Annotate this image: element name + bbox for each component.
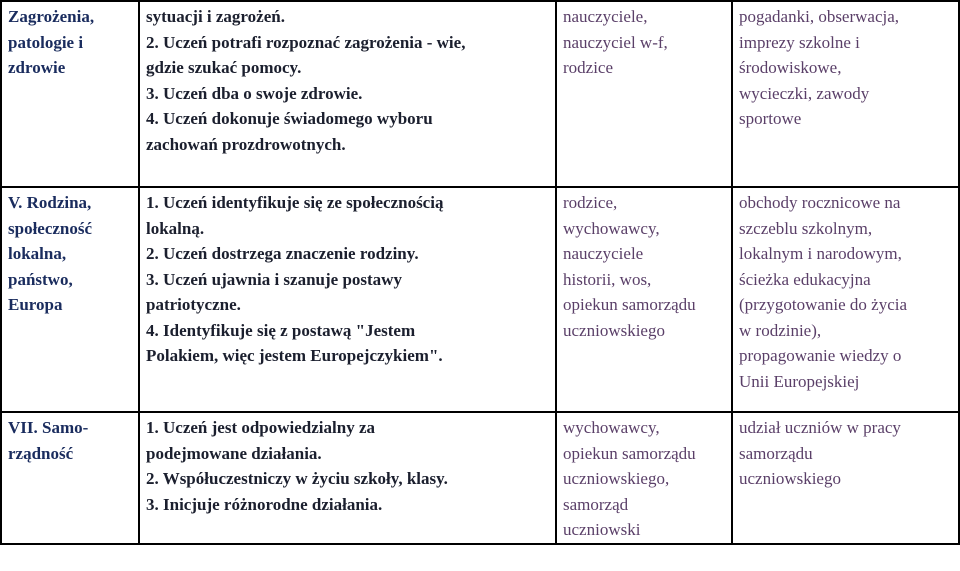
- responsible-line: nauczyciel w-f,: [563, 32, 668, 52]
- area-line: lokalna,: [8, 244, 67, 263]
- forms-cell: [732, 1, 959, 187]
- area-line: społeczność: [8, 218, 93, 238]
- responsible-line: uczniowskiego: [563, 320, 665, 340]
- goal-line: Polakiem, więc jestem Europejczykiem".: [146, 346, 443, 365]
- goal-line: gdzie szukać pomocy.: [146, 58, 302, 77]
- forms-line: samorządu: [739, 443, 813, 463]
- responsible-cell: [556, 1, 732, 187]
- goal-line: 2. Uczeń dostrzega znaczenie rodziny.: [146, 244, 419, 263]
- table-row: [1, 412, 959, 544]
- responsible-line: wychowawcy,: [563, 218, 660, 238]
- forms-cell: [732, 412, 959, 544]
- forms-line: ścieżka edukacyjna: [739, 269, 871, 289]
- goals-cell: [139, 412, 556, 544]
- forms-line: (przygotowanie do życia: [739, 295, 908, 314]
- forms-line: szczeblu szkolnym,: [739, 218, 873, 238]
- area-line: V. Rodzina,: [8, 193, 92, 212]
- responsible-line: nauczyciele: [563, 244, 644, 263]
- goal-line: 3. Uczeń ujawnia i szanuje postawy: [146, 269, 402, 289]
- responsible-cell: [556, 412, 732, 544]
- area-line: zdrowie: [8, 58, 66, 77]
- responsible-line: rodzice: [563, 58, 614, 77]
- area-cell: [1, 412, 139, 544]
- area-line: Europa: [8, 295, 63, 314]
- table-row: [1, 1, 959, 187]
- forms-line: uczniowskiego: [739, 469, 841, 488]
- goal-line: zachowań prozdrowotnych.: [146, 134, 346, 154]
- goal-line: sytuacji i zagrożeń.: [146, 7, 285, 26]
- forms-line: imprezy szkolne i: [739, 32, 860, 52]
- goals-cell: [139, 187, 556, 412]
- area-line: patologie i: [8, 32, 84, 52]
- responsible-line: rodzice,: [563, 193, 618, 212]
- forms-line: pogadanki, obserwacja,: [739, 7, 900, 26]
- responsible-line: uczniowskiego,: [563, 469, 670, 488]
- responsible-line: opiekun samorządu: [563, 443, 696, 463]
- responsible-line: wychowawcy,: [563, 418, 660, 437]
- forms-line: lokalnym i narodowym,: [739, 244, 902, 263]
- forms-line: środowiskowe,: [739, 58, 842, 77]
- forms-line: obchody rocznicowe na: [739, 193, 901, 212]
- area-cell: [1, 1, 139, 187]
- responsible-cell: [556, 187, 732, 412]
- goal-line: 2. Uczeń potrafi rozpoznać zagrożenia - wie,: [146, 32, 466, 52]
- responsible-line: samorząd: [563, 494, 629, 514]
- goal-line: 4. Uczeń dokonuje świadomego wyboru: [146, 109, 433, 128]
- goal-line: 1. Uczeń identyfikuje się ze społecznością: [146, 193, 444, 212]
- forms-line: w rodzinie),: [739, 320, 822, 340]
- goal-line: 2. Współuczestniczy w życiu szkoły, klasy.: [146, 469, 448, 488]
- responsible-line: nauczyciele,: [563, 7, 648, 26]
- responsible-line: opiekun samorządu: [563, 295, 696, 314]
- goal-line: patriotyczne.: [146, 295, 241, 314]
- forms-line: sportowe: [739, 109, 802, 128]
- goal-line: podejmowane działania.: [146, 443, 322, 463]
- area-line: Zagrożenia,: [8, 7, 95, 26]
- goal-line: 1. Uczeń jest odpowiedzialny za: [146, 418, 376, 437]
- area-cell: [1, 187, 139, 412]
- forms-line: Unii Europejskiej: [739, 371, 860, 391]
- goals-cell: [139, 1, 556, 187]
- responsible-line: historii, wos,: [563, 269, 652, 289]
- goal-line: 3. Inicjuje różnorodne działania.: [146, 494, 383, 514]
- goal-line: 3. Uczeń dba o swoje zdrowie.: [146, 83, 363, 103]
- table-row: [1, 187, 959, 412]
- area-line: rządność: [8, 443, 74, 463]
- area-line: państwo,: [8, 269, 73, 289]
- forms-cell: [732, 187, 959, 412]
- forms-line: wycieczki, zawody: [739, 83, 870, 103]
- forms-line: propagowanie wiedzy o: [739, 346, 902, 365]
- responsible-line: uczniowski: [563, 520, 641, 539]
- goal-line: lokalną.: [146, 218, 205, 238]
- forms-line: udział uczniów w pracy: [739, 418, 901, 437]
- area-line: VII. Samo-: [8, 418, 89, 437]
- goal-line: 4. Identyfikuje się z postawą "Jestem: [146, 320, 416, 340]
